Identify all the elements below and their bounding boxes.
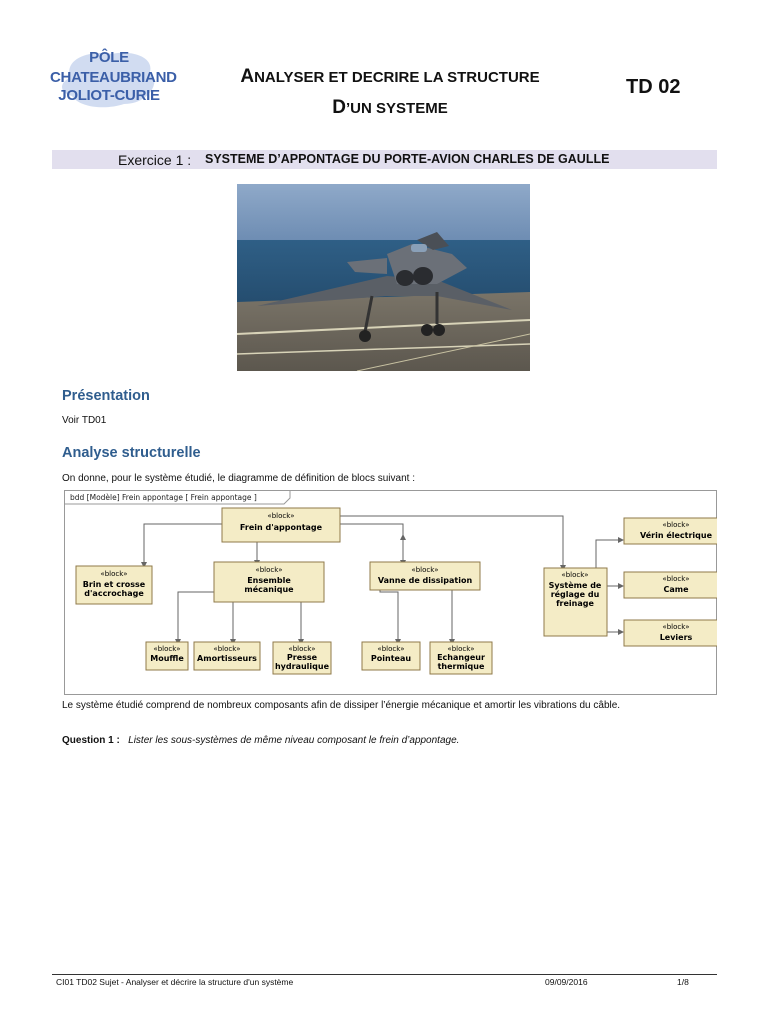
- stereotype: «block»: [377, 645, 405, 653]
- stereotype: «block»: [255, 566, 283, 574]
- stereotype: «block»: [153, 645, 181, 653]
- logo-line-3: JOLIOT-CURIE: [58, 87, 160, 104]
- block-label: Mouffle: [150, 654, 184, 663]
- block-brin: [76, 566, 152, 604]
- block-label: d'accrochage: [84, 589, 144, 598]
- block-echangeur: [430, 642, 492, 674]
- footer-title: CI01 TD02 Sujet - Analyser et décrire la structure d'un système: [56, 977, 294, 987]
- block-verin: [624, 518, 717, 544]
- block-label: réglage du: [550, 590, 600, 599]
- stereotype: «block»: [213, 645, 241, 653]
- block-label: Pointeau: [370, 654, 412, 663]
- block-frein: [222, 508, 340, 542]
- logo-line-2: CHATEAUBRIAND: [50, 69, 177, 86]
- bdd-frame-label: bdd [Modèle] Frein appontage [ Frein appontage ]: [70, 493, 257, 502]
- block-label: hydraulique: [274, 662, 330, 671]
- exercise-label: Exercice 1 :: [118, 152, 192, 168]
- stereotype: «block»: [100, 570, 128, 578]
- block-presse: [273, 642, 331, 674]
- presentation-text: Voir TD01: [62, 415, 107, 426]
- stereotype: «block»: [447, 645, 475, 653]
- block-label: mécanique: [244, 585, 294, 594]
- body-paragraph: Le système étudié comprend de nombreux composants afin de dissiper l’énergie mécanique et amortir les vibrations du câble.: [62, 700, 621, 711]
- stereotype: «block»: [662, 623, 690, 631]
- td-number: TD 02: [626, 76, 681, 98]
- title-line-2: D’UN SYSTEME: [332, 97, 448, 118]
- block-systeme: [544, 568, 607, 636]
- block-label: Presse: [286, 653, 318, 662]
- question-1: [62, 735, 459, 746]
- aircraft-photo: [237, 184, 530, 371]
- school-logo: [50, 48, 177, 110]
- stereotype: «block»: [561, 571, 589, 579]
- stereotype: «block»: [267, 512, 295, 520]
- block-vanne: [370, 562, 480, 590]
- block-label: Vérin électrique: [639, 531, 713, 540]
- block-label: Echangeur: [437, 653, 485, 662]
- block-pointeau: [362, 642, 420, 670]
- question-text: Lister les sous-systèmes de même niveau composant le frein d’appontage.: [128, 735, 460, 746]
- block-came: [624, 572, 717, 598]
- footer-page: 1/8: [677, 977, 689, 987]
- block-label: Vanne de dissipation: [377, 576, 473, 585]
- footer-divider: [52, 974, 717, 975]
- block-definition-diagram: [64, 490, 717, 695]
- question-label: Question 1 :: [62, 735, 120, 746]
- stereotype: «block»: [662, 575, 690, 583]
- analyse-heading: Analyse structurelle: [62, 445, 201, 461]
- block-label: thermique: [437, 662, 485, 671]
- page-title: [190, 62, 590, 124]
- block-leviers: [624, 620, 717, 646]
- block-label: Leviers: [659, 633, 693, 642]
- block-label: Frein d'appontage: [239, 523, 323, 532]
- block-label: Système de: [548, 581, 602, 590]
- block-mouffle: [146, 642, 188, 670]
- block-label: Brin et crosse: [82, 580, 146, 589]
- block-label: Amortisseurs: [197, 654, 257, 663]
- title-line-1: ANALYSER ET DECRIRE LA STRUCTURE: [240, 66, 540, 87]
- block-amortisseurs: [194, 642, 260, 670]
- exercise-title: SYSTEME D’APPONTAGE DU PORTE-AVION CHARLES DE GAULLE: [205, 152, 610, 166]
- stereotype: «block»: [662, 521, 690, 529]
- presentation-heading: Présentation: [62, 388, 150, 404]
- stereotype: «block»: [411, 566, 439, 574]
- block-label: Ensemble: [247, 576, 291, 585]
- footer-date: 09/09/2016: [545, 977, 588, 987]
- stereotype: «block»: [288, 645, 316, 653]
- analyse-intro: On donne, pour le système étudié, le diagramme de définition de blocs suivant :: [62, 473, 415, 484]
- block-label: freinage: [556, 599, 594, 608]
- logo-line-1: PÔLE: [89, 49, 129, 66]
- block-label: Came: [663, 585, 689, 594]
- block-ensemble: [214, 562, 324, 602]
